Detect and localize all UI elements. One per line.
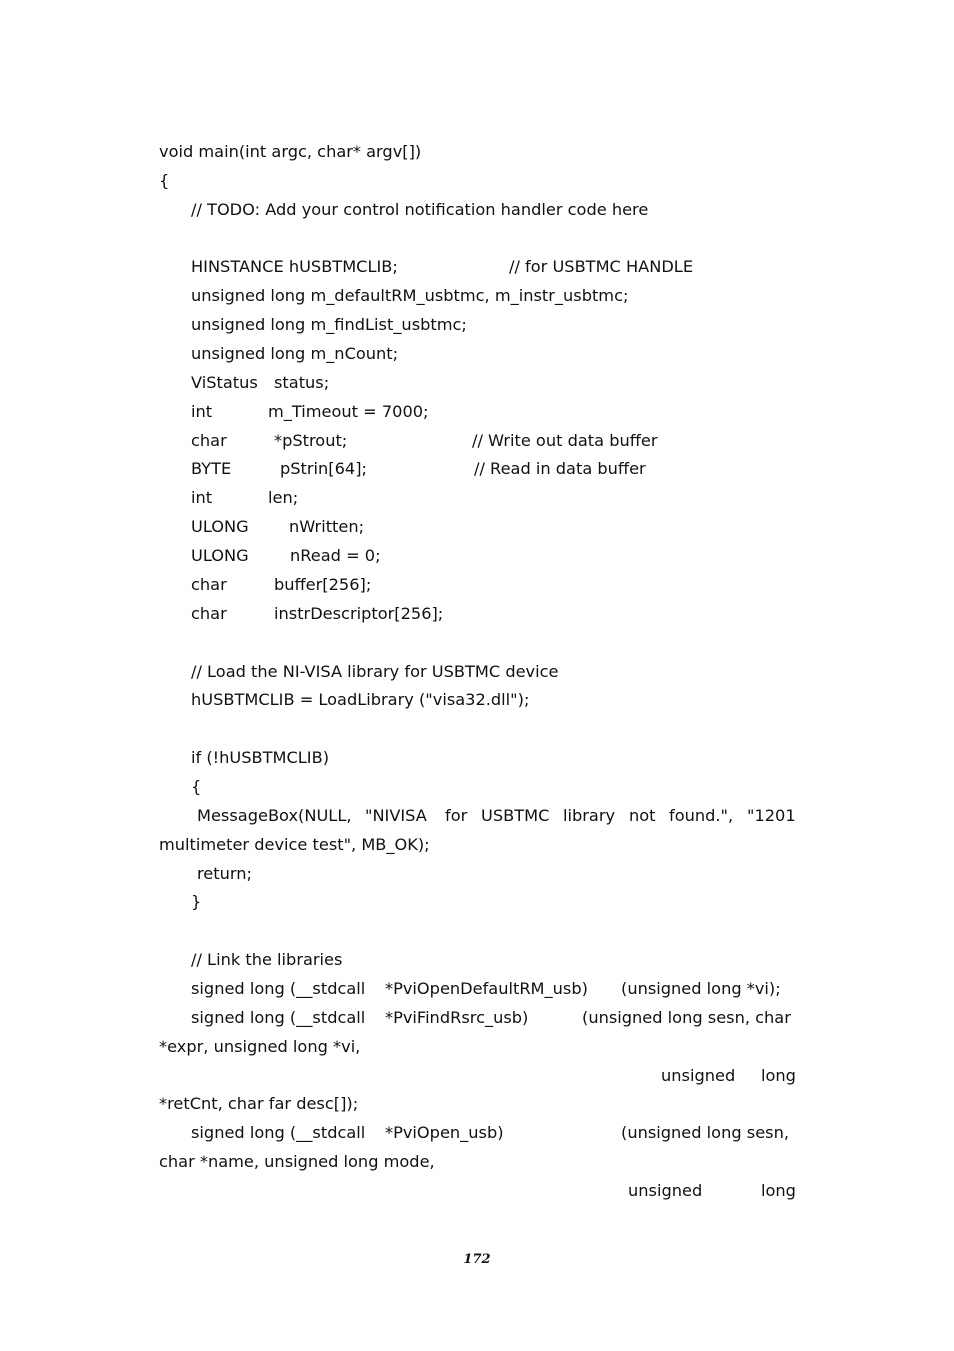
code-text: signed long (__stdcall [191, 979, 366, 998]
code-line [385, 1008, 528, 1028]
code-text: *PviFindRsrc_usb) [385, 1008, 529, 1027]
code-text: pStrin[64]; [280, 459, 367, 478]
code-text: not [629, 806, 656, 825]
code-text: signed long (__stdcall [191, 1123, 366, 1142]
code-text: char [191, 575, 227, 594]
code-line [197, 864, 252, 884]
code-text: // Write out data buffer [472, 431, 658, 450]
code-line [290, 546, 381, 566]
code-text: len; [268, 488, 299, 507]
code-text: void main(int argc, char* argv[]) [159, 142, 422, 161]
code-line [191, 748, 329, 768]
open-brace: { [191, 777, 202, 796]
close-brace: } [191, 892, 202, 911]
code-text: buffer[256]; [274, 575, 372, 594]
code-line [661, 1066, 735, 1086]
code-line [365, 806, 427, 826]
code-text: unsigned long m_nCount; [191, 344, 399, 363]
code-line [191, 315, 467, 335]
code-line [191, 604, 227, 624]
code-line [274, 575, 371, 595]
code-line [159, 835, 430, 855]
code-text: char [191, 604, 227, 623]
code-line [669, 806, 733, 826]
code-line [274, 373, 329, 393]
code-text: library [563, 806, 616, 825]
code-line [191, 344, 398, 364]
code-text: (unsigned long sesn, [621, 1123, 789, 1142]
code-text: // TODO: Add your control notification handler code here [191, 200, 649, 219]
code-line [621, 1123, 789, 1143]
code-text: status; [274, 373, 330, 392]
code-line [191, 431, 227, 451]
code-line [268, 488, 298, 508]
code-line [621, 979, 781, 999]
code-line [191, 892, 201, 912]
code-line [191, 402, 212, 422]
code-text: BYTE [191, 459, 232, 478]
code-text: if (!hUSBTMCLIB) [191, 748, 330, 767]
code-comment [191, 662, 559, 682]
code-line [191, 690, 529, 710]
code-text: long [761, 1066, 796, 1085]
code-text: *PviOpen_usb) [385, 1123, 504, 1142]
code-text: hUSBTMCLIB = LoadLibrary ("visa32.dll"); [191, 690, 530, 709]
code-line [385, 1123, 504, 1143]
code-text: *PviOpenDefaultRM_usb) [385, 979, 588, 998]
code-line [159, 142, 421, 162]
code-text: // Read in data buffer [474, 459, 646, 478]
code-line [761, 1066, 796, 1086]
code-text: nWritten; [289, 517, 365, 536]
code-text: ULONG [191, 546, 249, 565]
code-text: *retCnt, char far desc[]); [159, 1094, 359, 1113]
open-brace: { [159, 171, 170, 190]
code-text: nRead = 0; [290, 546, 381, 565]
code-line [274, 431, 347, 451]
code-text: // Link the libraries [191, 950, 343, 969]
code-text: // for USBTMC HANDLE [509, 257, 694, 276]
code-line [191, 373, 258, 393]
code-text: *expr, unsigned long *vi, [159, 1037, 361, 1056]
code-line [191, 517, 249, 537]
code-line [191, 575, 227, 595]
code-line [761, 1181, 796, 1201]
code-text: unsigned long m_findList_usbtmc; [191, 315, 467, 334]
code-text: "NIVISA [365, 806, 427, 825]
code-text: (unsigned long sesn, char [582, 1008, 791, 1027]
code-text: HINSTANCE hUSBTMCLIB; [191, 257, 398, 276]
page-number: 172 [463, 1252, 491, 1267]
code-text: unsigned [628, 1181, 703, 1200]
code-text: char [191, 431, 227, 450]
code-line [191, 286, 628, 306]
code-line [159, 1152, 435, 1172]
code-text: (unsigned long *vi); [621, 979, 781, 998]
code-line [582, 1008, 791, 1028]
code-text: int [191, 402, 213, 421]
code-line [481, 806, 549, 826]
code-line [268, 402, 429, 422]
code-text: unsigned [661, 1066, 736, 1085]
code-line [629, 806, 656, 826]
code-text: found.", [669, 806, 734, 825]
code-line [747, 806, 796, 826]
code-line [191, 546, 249, 566]
code-text: long [761, 1181, 796, 1200]
code-line [274, 604, 443, 624]
code-line [191, 459, 231, 479]
code-comment [472, 431, 658, 451]
code-text: signed long (__stdcall [191, 1008, 366, 1027]
code-line [191, 257, 398, 277]
code-text: "1201 [747, 806, 796, 825]
code-line [159, 1037, 360, 1057]
code-line [159, 171, 169, 191]
code-text: m_Timeout = 7000; [268, 402, 429, 421]
code-line [445, 806, 467, 826]
code-comment [191, 200, 648, 220]
code-text: int [191, 488, 213, 507]
code-line [289, 517, 364, 537]
code-text: *pStrout; [274, 431, 348, 450]
code-line [197, 806, 352, 826]
code-comment [474, 459, 646, 479]
code-text: MessageBox(NULL, [197, 806, 352, 825]
code-line [159, 1094, 358, 1114]
code-comment [509, 257, 693, 277]
code-text: for [445, 806, 468, 825]
code-text: return; [197, 864, 252, 883]
code-text: USBTMC [481, 806, 550, 825]
code-text: unsigned long m_defaultRM_usbtmc, m_instr_usbtmc; [191, 286, 629, 305]
code-line [191, 1008, 365, 1028]
code-line [191, 1123, 365, 1143]
code-comment [191, 950, 342, 970]
code-text: multimeter device test", MB_OK); [159, 835, 430, 854]
code-text: ViStatus [191, 373, 258, 392]
code-line [191, 777, 201, 797]
code-text: char *name, unsigned long mode, [159, 1152, 435, 1171]
code-line [191, 979, 365, 999]
code-line [191, 488, 212, 508]
code-line [280, 459, 367, 479]
code-line [385, 979, 588, 999]
code-text: instrDescriptor[256]; [274, 604, 444, 623]
code-text: // Load the NI-VISA library for USBTMC device [191, 662, 559, 681]
code-line [628, 1181, 702, 1201]
code-text: ULONG [191, 517, 249, 536]
code-line [563, 806, 615, 826]
